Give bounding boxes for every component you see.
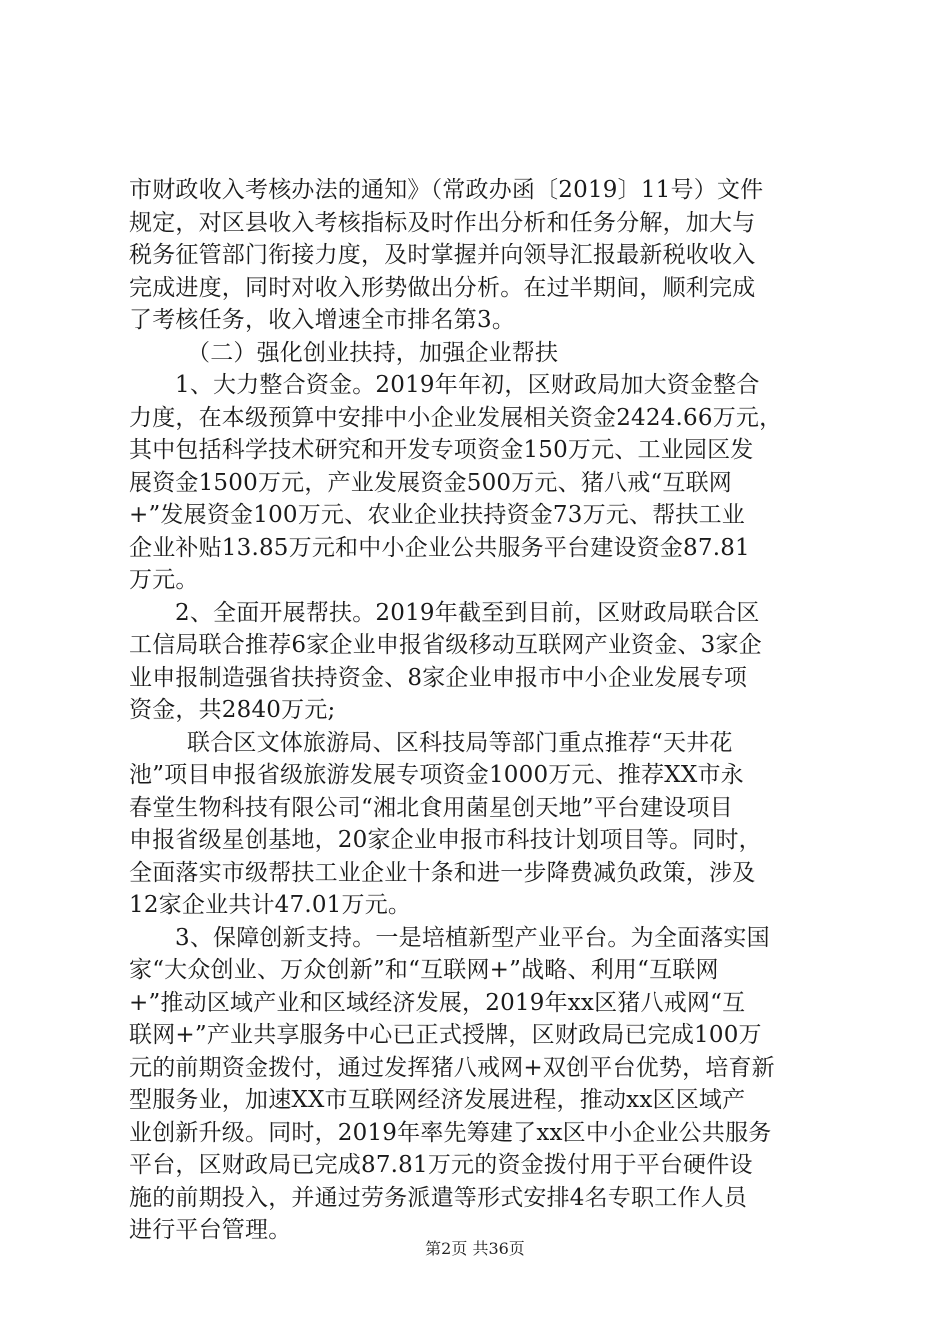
text-line: 申报省级星创基地，20家企业申报市科技计划项目等。同时， — [129, 827, 762, 853]
text-line: 全面落实市级帮扶工业企业十条和进一步降费减负政策，涉及 — [129, 859, 756, 886]
text-line: 工信局联合推荐6家企业申报省级移动互联网产业资金、3家企 — [129, 632, 762, 658]
body-text — [129, 174, 829, 1247]
text-line: 12家企业共计47.01万元。 — [129, 892, 412, 918]
text-line: 春堂生物科技有限公司“湘北食用菌星创天地”平台建设项目 — [129, 794, 733, 821]
text-line: 力度，在本级预算中安排中小企业发展相关资金2424.66万元， — [129, 404, 783, 431]
text-line: +”推动区域产业和区域经济发展，2019年xx区猪八戒网“互 — [129, 989, 746, 1016]
text-line: 联网+”产业共享服务中心已正式授牌，区财政局已完成100万 — [129, 1022, 762, 1048]
page-footer: 第2页 共36页 — [425, 1239, 525, 1258]
paragraph-start: 3、保障创新支持。一是培植新型产业平台。为全面落实国 — [175, 924, 770, 951]
text-line: 企业补贴13.85万元和中小企业公共服务平台建设资金87.81 — [129, 534, 750, 561]
text-line: 其中包括科学技术研究和开发专项资金150万元、工业园区发 — [129, 437, 754, 463]
text-line: 业申报制造强省扶持资金、8家企业申报市中小企业发展专项 — [129, 664, 748, 691]
text-line: 万元。 — [129, 567, 199, 593]
text-line: 型服务业，加速XX市互联网经济发展进程，推动xx区区域产 — [129, 1087, 746, 1113]
text-line: 展资金1500万元，产业发展资金500万元、猪八戒“互联网 — [129, 469, 732, 496]
text-line: +”发展资金100万元、农业企业扶持资金73万元、帮扶工业 — [129, 502, 745, 528]
text-line: 元的前期资金拨付，通过发挥猪八戒网+双创平台优势，培育新 — [129, 1054, 775, 1081]
text-line: 池”项目申报省级旅游发展专项资金1000万元、推荐XX市永 — [129, 762, 744, 788]
paragraph-start: 1、大力整合资金。2019年年初，区财政局加大资金整合 — [175, 372, 760, 398]
section-heading: （二）强化创业扶持，加强企业帮扶 — [187, 339, 559, 366]
text-line: 市财政收入考核办法的通知》（常政办函〔2019〕11号）文件 — [129, 177, 764, 203]
text-line: 施的前期投入，并通过劳务派遣等形式安排4名专职工作人员 — [129, 1184, 748, 1211]
text-line: 平台，区财政局已完成87.81万元的资金拨付用于平台硬件设 — [129, 1152, 753, 1178]
text-line: 进行平台管理。 — [129, 1217, 292, 1243]
text-line: 完成进度，同时对收入形势做出分析。在过半期间，顺利完成 — [129, 274, 756, 301]
text-line: 规定，对区县收入考核指标及时作出分析和任务分解，加大与 — [129, 209, 756, 236]
text-line: 了考核任务，收入增速全市排名第3。 — [129, 307, 516, 333]
text-line: 家“大众创业、万众创新”和“互联网+”战略、利用“互联网 — [129, 957, 719, 983]
paragraph-start: 联合区文体旅游局、区科技局等部门重点推荐“天井花 — [187, 729, 733, 756]
text-line: 资金，共2840万元; — [129, 697, 336, 723]
paragraph-start: 2、全面开展帮扶。2019年截至到目前，区财政局联合区 — [175, 599, 760, 626]
text-line: 税务征管部门衔接力度，及时掌握并向领导汇报最新税收收入 — [129, 242, 756, 268]
text-line: 业创新升级。同时，2019年率先筹建了xx区中小企业公共服务 — [129, 1119, 772, 1146]
